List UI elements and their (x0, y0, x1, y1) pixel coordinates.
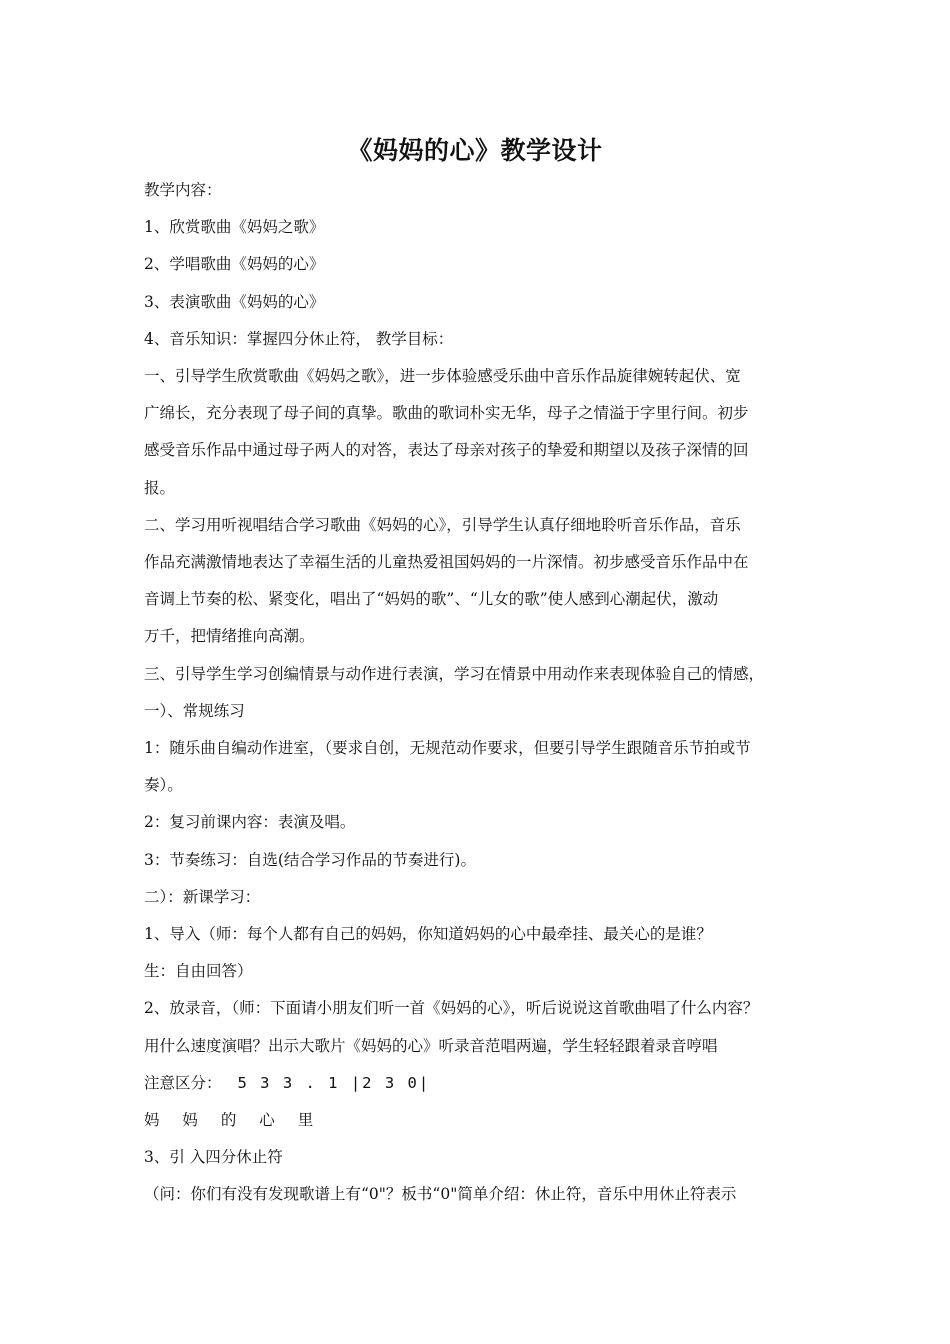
paragraph-line: 二、学习用听视唱结合学习歌曲《妈妈的心》，引导学生认真仔细地聆听音乐作品，音乐 (144, 515, 741, 534)
notation-line (144, 1065, 812, 1102)
paragraph-line: （问：你们有没有发现歌谱上有“0"？板书“0"简单介绍：休止符，音乐中用休止符表示 (144, 1185, 737, 1204)
paragraph-line: 3、引 入四分休止符 (144, 1148, 283, 1167)
paragraph-line: 一）、常规练习 (144, 701, 245, 720)
paragraph-line: 1、欣赏歌曲《妈妈之歌》 (144, 218, 325, 237)
paragraph-line: 3：节奏练习：自选(结合学习作品的节奏进行)。 (144, 850, 476, 869)
paragraph-line: 1、导入（师：每个人都有自己的妈妈，你知道妈妈的心中最牵挂、最关心的是谁？ (144, 925, 712, 944)
notation-value: 5 3 3 . 1 |2 3 0| (237, 1073, 431, 1092)
paragraph-line: 万千，把情绪推向高潮。 (144, 627, 315, 646)
paragraph-line: 感受音乐作品中通过母子两人的对答，表达了母亲对孩子的挚爱和期望以及孩子深情的回 (144, 441, 749, 460)
paragraph-line: 奏）。 (144, 776, 183, 795)
paragraph-line: 音调上节奏的松、紧变化，唱出了“妈妈的歌”、“儿女的歌”使人感到心潮起伏，激动 (144, 590, 719, 609)
document-title: 《妈妈的心》教学设计 (347, 136, 603, 165)
paragraph-line: 三、引导学生学习创编情景与动作进行表演，学习在情景中用动作来表现体验自己的情感， (144, 664, 765, 683)
paragraph-line: 生：自由回答） (144, 962, 253, 981)
paragraph-line: 1：随乐曲自编动作进室，（要求自创，无规范动作要求，但要引导学生跟随音乐节拍或节 (144, 739, 751, 758)
paragraph-line: 报。 (144, 478, 176, 497)
paragraph-line: 3、表演歌曲《妈妈的心》 (144, 292, 325, 311)
document-body (144, 172, 812, 1214)
paragraph-line: 教学内容： (144, 181, 222, 199)
paragraph-line: 广绵长，充分表现了母子间的真挚。歌曲的歌词朴实无华，母子之情溢于字里行间。初步 (144, 404, 749, 423)
paragraph-line: 4、音乐知识：掌握四分休止符， 教学目标： (144, 329, 454, 348)
paragraph-line: 2、学唱歌曲《妈妈的心》 (144, 255, 325, 274)
paragraph-line: 作品充满激情地表达了幸福生活的儿童热爱祖国妈妈的一片深情。初步感受音乐作品中在 (144, 553, 749, 572)
paragraph-line: 2：复习前课内容：表演及唱。 (144, 813, 356, 832)
lyric-line: 妈 妈 的 心 里 (144, 1111, 323, 1130)
paragraph-line: 一、引导学生欣赏歌曲《妈妈之歌》，进一步体验感受乐曲中音乐作品旋律婉转起伏、宽 (144, 367, 741, 386)
paragraph-line: 2、放录音，（师：下面请小朋友们听一首《妈妈的心》，听后说说这首歌曲唱了什么内容？ (144, 999, 759, 1018)
paragraph-line: 二）：新课学习： (144, 887, 261, 906)
paragraph-line: 用什么速度演唱？出示大歌片《妈妈的心》听录音范唱两遍，学生轻轻跟着录音哼唱 (144, 1036, 718, 1055)
notation-label: 注意区分： (144, 1073, 222, 1092)
